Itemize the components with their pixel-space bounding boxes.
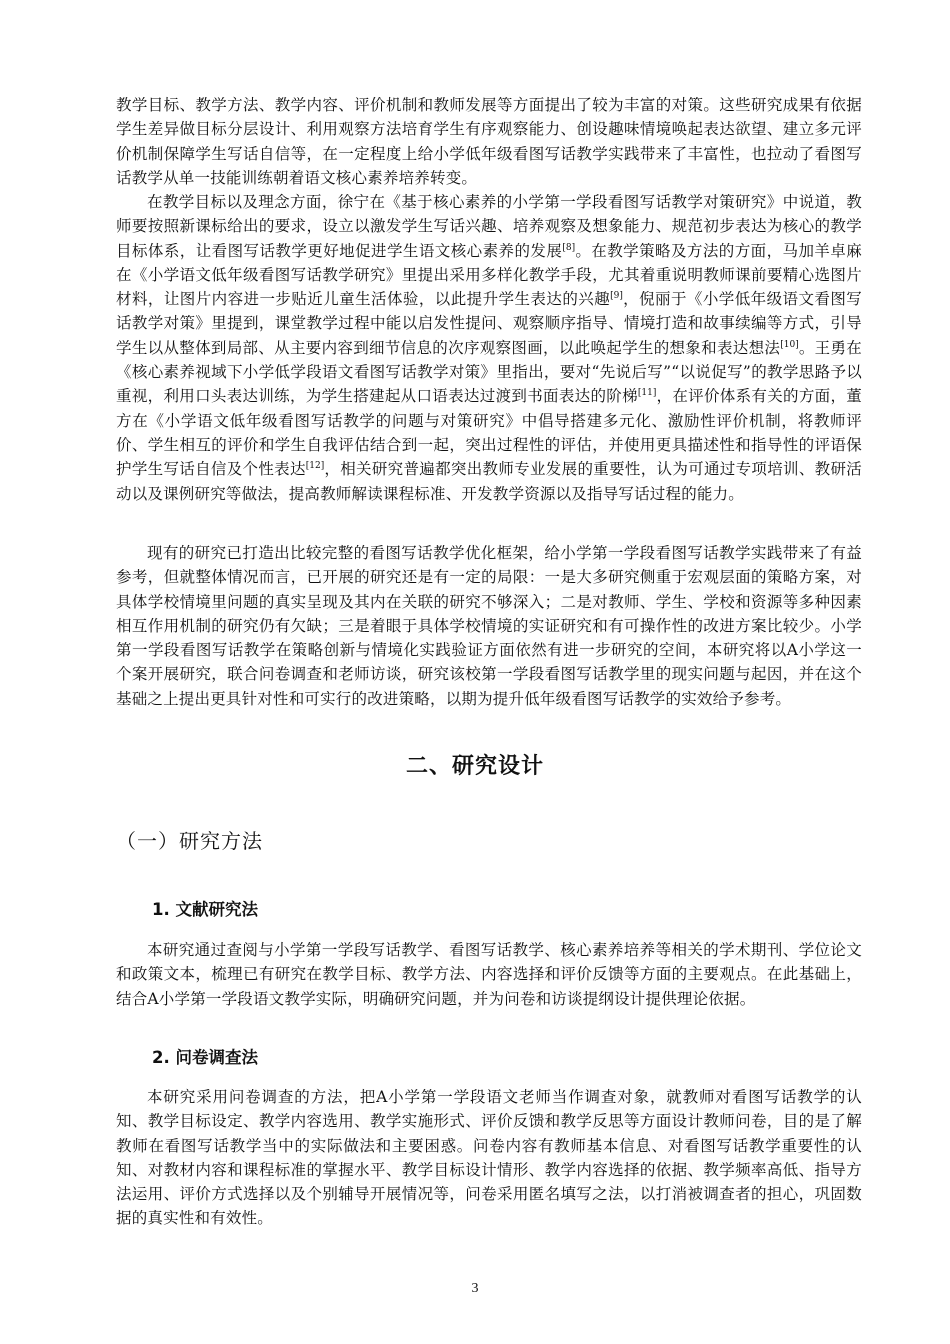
- text-run: ，倪丽于《小学低年级语文看图写话教学对策》里提到，课堂教学过程中能以启发性提问、观察顺序指导、情境打造和故事续编等方式，引导学生以从整体到局部、从主要内容到细节信息的次序观察图画，以此唤起学生的想象和表达想法: [116, 290, 862, 357]
- citation-ref: [12]: [305, 461, 325, 472]
- paragraph-literature-method: 本研究通过查阅与小学第一学段写话教学、看图写话教学、核心素养培养等相关的学术期刊、学位论文和政策文本，梳理已有研究在教学目标、教学方法、内容选择和评价反馈等方面的主要观点。在此基础上，结合A小学第一学段语文教学实际，明确研究问题，并为问卷和访谈提纲设计提供理论依据。: [116, 941, 862, 1008]
- text-run: ，在评价体系有关的方面，董方在《小学语文低年级看图写话教学的问题与对策研究》中倡导搭建多元化、激励性评价机制，将教师评价、学生相互的评价和学生自我评估结合到一起，突出过程性的评估，并使用更具描述性和指导性的评语保护学生写话自信及个性表达: [116, 387, 862, 479]
- paragraph-research-gap: 现有的研究已打造出比较完整的看图写话教学优化框架，给小学第一学段看图写话教学实践带来了有益参考，但就整体情况而言，已开展的研究还是有一定的局限：一是大多研究侧重于宏观层面的策略方案，对具体学校情境里问题的真实呈现及其内在关联的研究不够深入；二是对教师、学生、学校和资源等多种因素相互作用机制的研究仍有欠缺；三是着眼于具体学校情境的实证研究和有可操作性的改进方案比较少。小学第一学段看图写话教学在策略创新与情境化实践验证方面依然有进一步研究的空间，本研究将以A小学这一个案开展研究，联合问卷调查和老师访谈，研究该校第一学段看图写话教学里的现实问题与起因，并在这个基础之上提出更具针对性和可实行的改进策略，以期为提升低年级看图写话教学的实效给予参考。: [116, 544, 862, 708]
- citation-ref: [8]: [562, 242, 576, 253]
- citation-ref: [10]: [780, 339, 799, 350]
- section-heading: 二、研究设计: [405, 754, 544, 779]
- subsection-heading: （一）研究方法: [116, 829, 263, 853]
- text-run: 。在教学策略及方法的方面，马加羊卓麻在《小学语文低年级看图写话教学研究》里提出采用多样化教学手段，尤其着重说明教师课前要精心选图片材料，让图片内容进一步贴近儿童生活体验，以此提升学生表达的兴趣: [116, 241, 862, 309]
- method-heading-literature: 1. 文献研究法: [152, 900, 258, 919]
- text-run: 。王勇在《核心素养视域下小学低学段语文看图写话教学对策》里指出，要对“先说后写”“以说促写”的教学思路予以重视，利用口头表达训练，为学生搭建起从口语表达过渡到书面表达的阶梯: [116, 338, 862, 406]
- text-run: ，相关研究普遍都突出教师专业发展的重要性，认为可通过专项培训、教研活动以及课例研究等做法，提高教师解读课程标准、开发教学资源以及指导写话过程的能力。: [116, 460, 862, 503]
- citation-ref: [9]: [610, 291, 623, 302]
- paragraph-literature-detail: [116, 190, 862, 506]
- method-heading-questionnaire: 2. 问卷调查法: [152, 1048, 258, 1067]
- paragraph-literature-summary: 教学目标、教学方法、教学内容、评价机制和教师发展等方面提出了较为丰富的对策。这些研究成果有依据学生差异做目标分层设计、利用观察方法培育学生有序观察能力、创设趣味情境唤起表达欲望、建立多元评价机制保障学生写话自信等，在一定程度上给小学低年级看图写话教学实践带来了丰富性，也拉动了看图写话教学从单一技能训练朝着语文核心素养培养转变。: [116, 96, 862, 187]
- paragraph-questionnaire-method: 本研究采用问卷调查的方法，把A小学第一学段语文老师当作调查对象，就教师对看图写话教学的认知、教学目标设定、教学内容选用、教学实施形式、评价反馈和教学反思等方面设计教师问卷，目的是了解教师在看图写话教学当中的实际做法和主要困惑。问卷内容有教师基本信息、对看图写话教学重要性的认知、对教材内容和课程标准的掌握水平、教学目标设计情形、教学内容选择的依据、教学频率高低、指导方法运用、评价方式选择以及个别辅导开展情况等，问卷采用匿名填写之法，以打消被调查者的担心，巩固数据的真实性和有效性。: [116, 1088, 862, 1228]
- page-number: 3: [471, 1281, 479, 1296]
- citation-ref: [11]: [637, 388, 657, 399]
- text-run: 在教学目标以及理念方面，徐宁在《基于核心素养的小学第一学段看图写话教学对策研究》中说道，教师要按照新课标给出的要求，设立以激发学生写话兴趣、培养观察及想象能力、规范初步表达为核心的教学目标体系，让看图写话教学更好地促进学生语文核心素养的发展: [116, 193, 862, 260]
